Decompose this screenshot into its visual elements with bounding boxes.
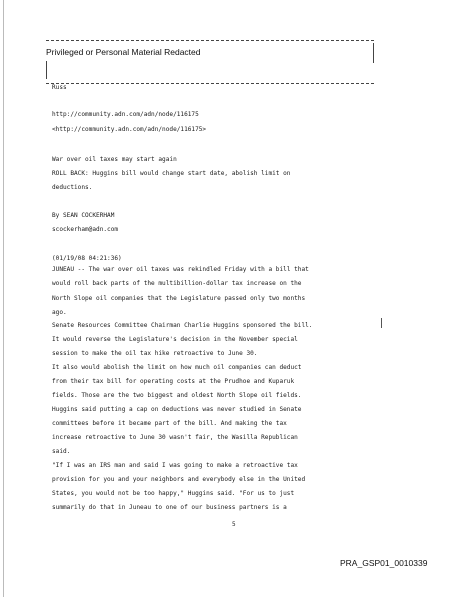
url-bracketed-line: <http://community.adn.com/adn/node/116175>	[52, 126, 207, 133]
redaction-box-left-edge	[46, 61, 47, 79]
article-line: It also would abolish the limit on how much oil companies can deduct	[52, 364, 302, 371]
article-line: session to make the oil tax hike retroactive to June 30.	[52, 350, 258, 357]
url-line: http://community.adn.com/adn/node/116175	[52, 111, 199, 118]
author-email: scockerham@adn.com	[52, 226, 119, 233]
article-line: committees before it became part of the bill. And making the tax	[52, 420, 287, 427]
timestamp: (01/19/08 04:21:36)	[52, 255, 122, 262]
subheadline-line: ROLL BACK: Huggins bill would change start date, abolish limit on	[52, 170, 291, 177]
article-line: North Slope oil companies that the Legislature passed only two months	[52, 295, 306, 302]
article-line: JUNEAU -- The war over oil taxes was rekindled Friday with a bill that	[52, 266, 309, 273]
article-line: ago.	[52, 309, 67, 316]
addressee-line: Russ	[52, 84, 67, 91]
page-number: 5	[232, 521, 236, 528]
article-line: Senate Resources Committee Chairman Charlie Huggins sponsored the bill.	[52, 322, 313, 329]
article-line: fields. Those are the two biggest and oldest North Slope oil fields.	[52, 392, 302, 399]
article-line: provision for you and your neighbors and everybody else in the United	[52, 476, 306, 483]
article-line: said.	[52, 448, 71, 455]
article-line: States, you would not be too happy," Huggins said. "For us to just	[52, 490, 295, 497]
headline: War over oil taxes may start again	[52, 156, 177, 163]
article-line: from their tax bill for operating costs at the Prudhoe and Kuparuk	[52, 378, 295, 385]
article-line: Huggins said putting a cap on deductions was never studied in Senate	[52, 406, 302, 413]
subheadline-line: deductions.	[52, 184, 93, 191]
bates-number: PRA_GSP01_0010339	[340, 558, 428, 568]
article-line: summarily do that in Juneau to one of our business partners is a	[52, 504, 287, 511]
byline: By SEAN COCKERHAM	[52, 212, 115, 219]
article-line: "If I was an IRS man and said I was going to make a retroactive tax	[52, 462, 298, 469]
article-line: increase retroactive to June 30 wasn't fair, the Wasilla Republican	[52, 434, 298, 441]
redaction-label: Privileged or Personal Material Redacted	[46, 47, 201, 57]
scan-edge-line	[3, 0, 4, 597]
article-line: would roll back parts of the multibillion-dollar tax increase on the	[52, 280, 302, 287]
margin-mark	[381, 318, 382, 328]
article-line: It would reverse the Legislature's decision in the November special	[52, 336, 298, 343]
redaction-box-right-edge	[373, 43, 374, 63]
